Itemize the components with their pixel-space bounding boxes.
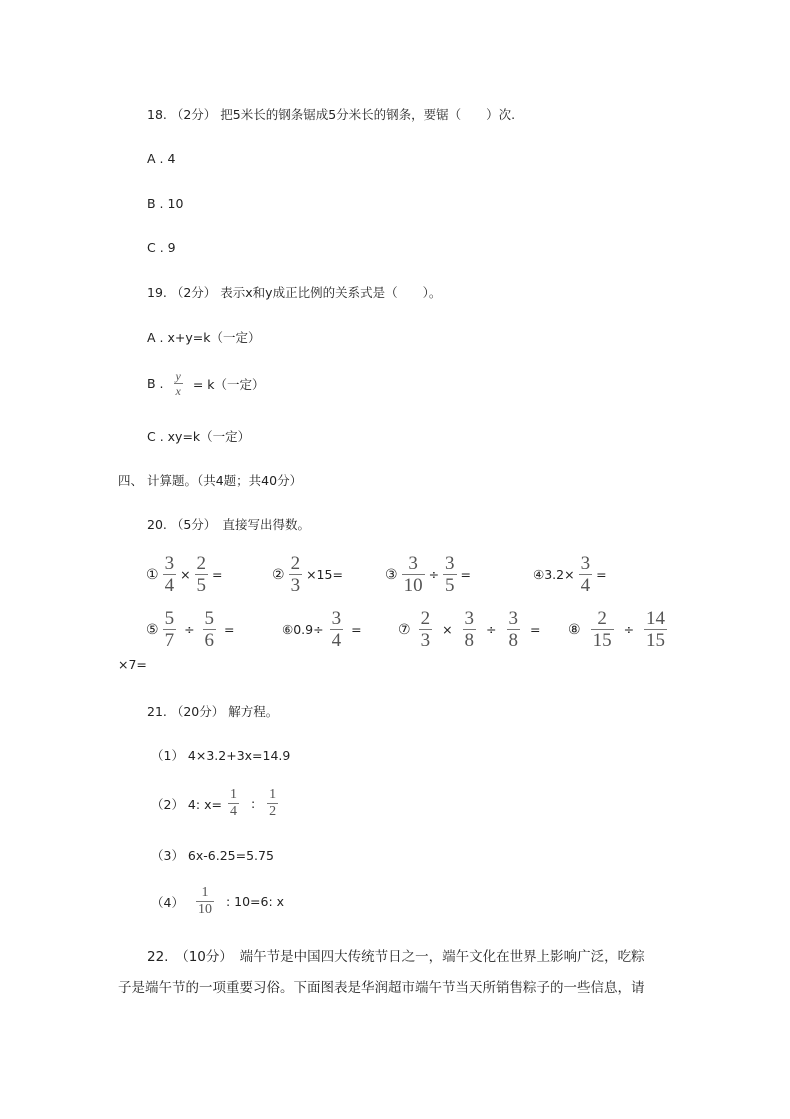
equals-sign: = bbox=[530, 622, 541, 637]
expression-lead: ④3.2× bbox=[533, 567, 575, 582]
operator: × bbox=[180, 567, 191, 582]
q21-stem: 21. （20分） 解方程。 bbox=[147, 704, 279, 719]
equals-sign: = bbox=[224, 622, 235, 637]
fraction bbox=[579, 554, 593, 595]
equals-sign: = bbox=[596, 567, 607, 582]
q20-item-8 bbox=[568, 609, 667, 650]
fraction-denominator: 10 bbox=[403, 575, 423, 596]
q20-stem: 20. （5分） 直接写出得数。 bbox=[147, 517, 311, 532]
fraction bbox=[163, 609, 177, 650]
fraction-numerator: 3 bbox=[331, 608, 342, 629]
q20-item-2 bbox=[272, 554, 347, 595]
fraction bbox=[203, 609, 217, 650]
fraction bbox=[289, 554, 303, 595]
q20-tail: ×7= bbox=[118, 657, 147, 672]
q20-item-6 bbox=[282, 609, 366, 650]
fraction-numerator: 14 bbox=[646, 608, 666, 629]
equation-text: （4） bbox=[151, 894, 184, 910]
fraction bbox=[644, 609, 667, 650]
item-marker: ⑤ bbox=[146, 621, 159, 638]
fraction-denominator: 8 bbox=[464, 630, 475, 651]
fraction bbox=[591, 609, 614, 650]
expression-tail: ×15= bbox=[306, 567, 343, 582]
fraction-denominator: 7 bbox=[164, 630, 175, 651]
fraction-numerator: 3 bbox=[445, 553, 455, 574]
fraction bbox=[463, 609, 477, 650]
equals-sign: = bbox=[212, 567, 223, 582]
fraction-denominator: 8 bbox=[508, 630, 519, 651]
q19-stem: 19. （2分） 表示x和y成正比例的关系式是（ ）。 bbox=[147, 285, 442, 300]
fraction-denominator: 5 bbox=[196, 575, 207, 596]
item-marker: ⑦ bbox=[398, 621, 411, 638]
q18-option-c: C . 9 bbox=[147, 240, 176, 255]
equation-text: : 10=6: x bbox=[225, 894, 285, 909]
fraction-denominator: 4 bbox=[580, 575, 591, 596]
fraction-numerator: 3 bbox=[508, 608, 519, 629]
fraction bbox=[228, 788, 239, 819]
fraction-numerator: 1 bbox=[269, 787, 277, 802]
fraction bbox=[402, 554, 425, 595]
fraction-numerator: 3 bbox=[580, 553, 591, 574]
q20-item-1 bbox=[146, 554, 227, 595]
operator: ÷ bbox=[623, 622, 635, 637]
fraction-denominator: 4 bbox=[164, 575, 175, 596]
fraction-numerator: 5 bbox=[164, 608, 175, 629]
q21-equation-2 bbox=[151, 788, 278, 819]
item-marker: ② bbox=[272, 566, 285, 583]
q20-item-4 bbox=[533, 554, 611, 595]
q22-line-2: 子是端午节的一项重要习俗。下面图表是华润超市端午节当天所销售粽子的一些信息，请 bbox=[118, 980, 645, 996]
fraction-numerator: 2 bbox=[597, 608, 607, 629]
fraction-denominator: 4 bbox=[331, 630, 342, 651]
ratio-colon: : bbox=[250, 796, 256, 811]
fraction-denominator: 15 bbox=[592, 630, 612, 651]
fraction-denominator: 5 bbox=[445, 575, 455, 596]
q21-equation-1: （1） 4×3.2+3x=14.9 bbox=[151, 748, 291, 763]
q18-option-a: A . 4 bbox=[147, 151, 176, 166]
fraction-numerator: 2 bbox=[290, 553, 301, 574]
fraction bbox=[196, 886, 214, 917]
item-marker: ③ bbox=[385, 566, 398, 583]
equals-sign: = bbox=[351, 622, 362, 637]
fraction-denominator: 3 bbox=[290, 575, 301, 596]
fraction bbox=[267, 788, 278, 819]
fraction bbox=[507, 609, 521, 650]
q21-equation-3: （3） 6x-6.25=5.75 bbox=[151, 848, 274, 863]
equals-sign: = bbox=[460, 567, 472, 582]
fraction-numerator: 1 bbox=[201, 885, 209, 900]
q19-option-b-label: B . bbox=[147, 376, 164, 391]
q20-item-3 bbox=[385, 554, 475, 595]
q22-line-1: 22. （10分） 端午节是中国四大传统节日之一，端午文化在世界上影响广泛，吃粽 bbox=[147, 949, 645, 965]
fraction-numerator: 2 bbox=[420, 608, 431, 629]
fraction-denominator: 6 bbox=[204, 630, 215, 651]
q19-option-b bbox=[147, 370, 265, 397]
fraction bbox=[419, 609, 433, 650]
equation-text: （2） 4: x= bbox=[151, 796, 222, 812]
fraction-denominator: x bbox=[175, 384, 181, 398]
fraction-numerator: 1 bbox=[229, 787, 237, 802]
q20-item-5 bbox=[146, 609, 239, 650]
q21-equation-4 bbox=[151, 886, 284, 917]
operator: × bbox=[442, 622, 453, 637]
q19-option-c: C . xy=k（一定） bbox=[147, 429, 251, 444]
q19-option-a: A . x+y=k（一定） bbox=[147, 330, 261, 345]
q18-stem: 18. （2分） 把5米长的钢条锯成5分米长的钢条，要锯（ ）次. bbox=[147, 107, 516, 122]
section-title: 四、 计算题。（共4题；共40分） bbox=[118, 473, 303, 488]
fraction-numerator: 3 bbox=[464, 608, 475, 629]
fraction bbox=[443, 554, 457, 595]
fraction-denominator: 15 bbox=[646, 630, 666, 651]
fraction-numerator: y bbox=[175, 369, 181, 383]
operator: ÷ bbox=[486, 622, 497, 637]
fraction-denominator: 4 bbox=[229, 804, 237, 819]
operator: ÷ bbox=[184, 622, 195, 637]
fraction bbox=[163, 554, 177, 595]
fraction-denominator: 3 bbox=[420, 630, 431, 651]
expression-lead: ⑥0.9÷ bbox=[282, 622, 324, 637]
fraction-numerator: 3 bbox=[408, 553, 418, 574]
fraction bbox=[330, 609, 344, 650]
fraction-numerator: 2 bbox=[196, 553, 207, 574]
fraction-numerator: 5 bbox=[204, 608, 215, 629]
q18-option-b: B . 10 bbox=[147, 196, 184, 211]
fraction-denominator: 2 bbox=[269, 804, 277, 819]
q19-option-b-text: = k（一定） bbox=[192, 376, 265, 392]
fraction bbox=[195, 554, 209, 595]
item-marker: ① bbox=[146, 566, 159, 583]
q20-item-7 bbox=[398, 609, 545, 650]
q19-option-b-fraction bbox=[174, 370, 183, 397]
fraction-denominator: 10 bbox=[197, 902, 212, 917]
item-marker: ⑧ bbox=[568, 621, 581, 638]
operator: ÷ bbox=[428, 567, 440, 582]
fraction-numerator: 3 bbox=[164, 553, 175, 574]
